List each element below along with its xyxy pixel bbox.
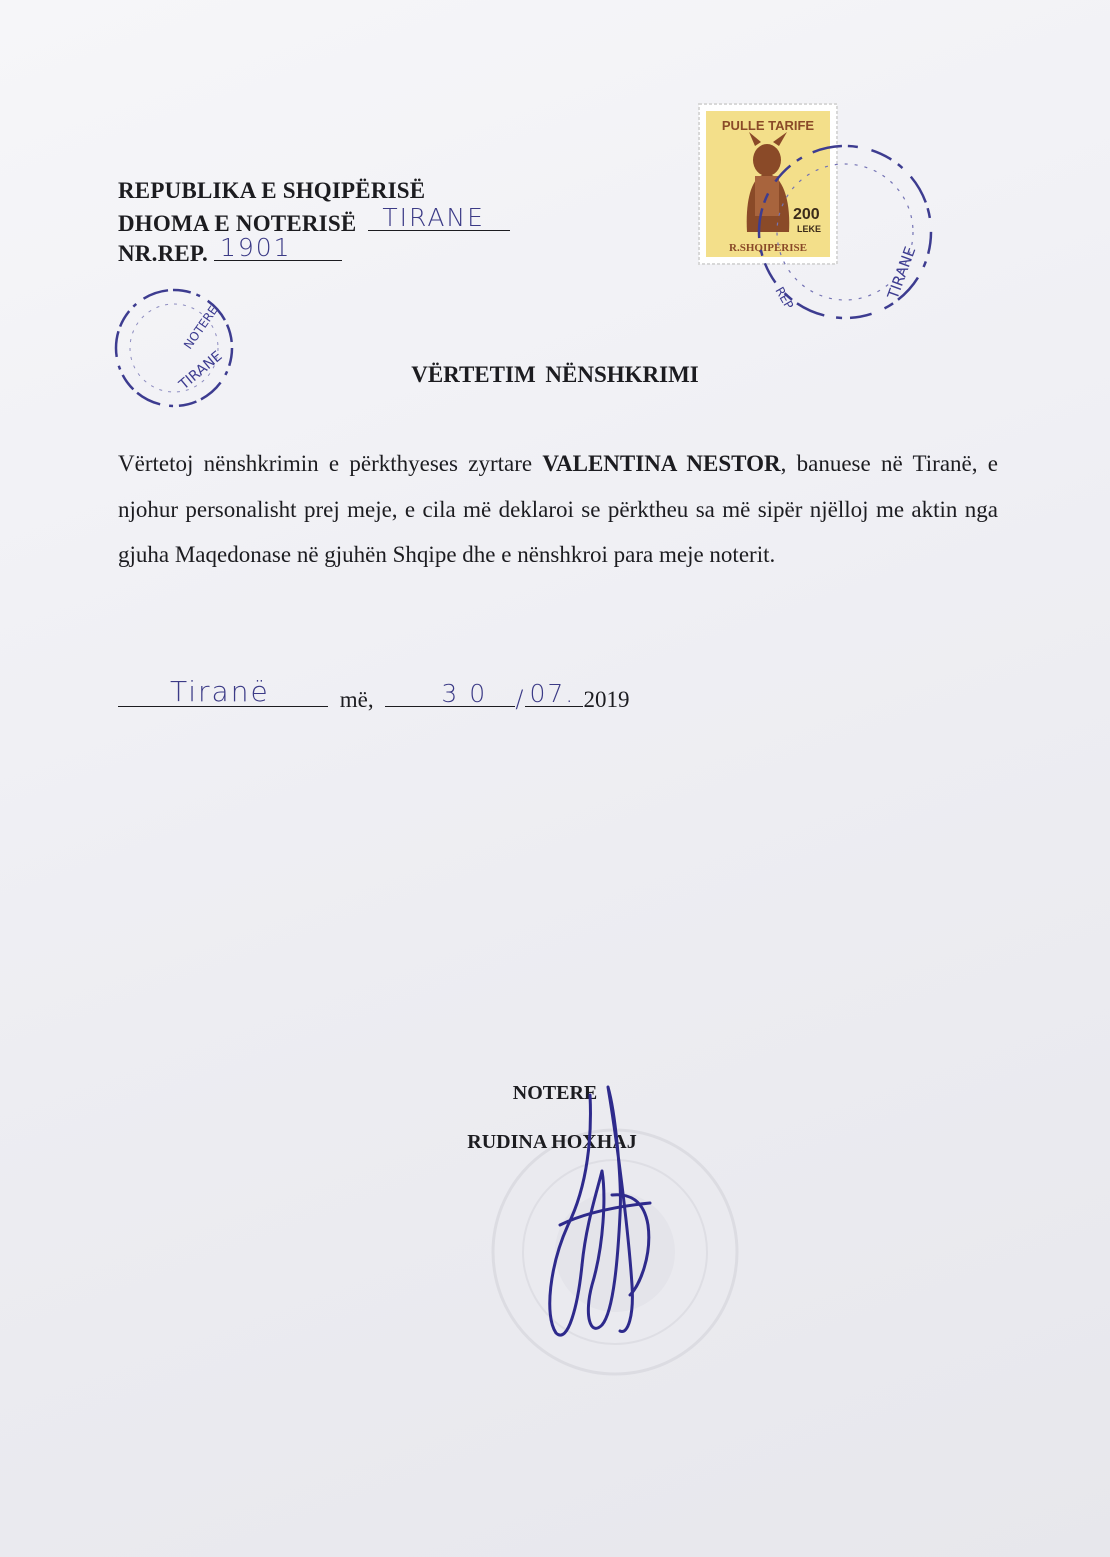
- svg-text:REP: REP: [772, 284, 797, 312]
- document-title: VËRTETIM NËNSHKRIMI: [411, 362, 699, 387]
- paragraph-intro: Vërtetoj nënshkrimin e përkthyeses zyrtare: [118, 451, 543, 476]
- rep-label: NR.REP.: [118, 241, 209, 266]
- stamp-value: 200: [793, 206, 820, 223]
- stamp-title: PULLE TARIFE: [721, 118, 815, 133]
- notary-signature: [520, 1075, 680, 1355]
- paragraph-rest: , banuese në Tiranë, e njohur personalisht prej meje, e cila më deklaroi se përktheu sa më sipër njëlloj me aktin nga gjuha Maqedonase në gjuhën Shqipe dhe e nënshkroi para meje noterit.: [118, 451, 998, 567]
- stamp-unit: LEKE: [797, 224, 822, 234]
- place-blank: [118, 675, 328, 708]
- notary-name: RUDINA HOXHAJ: [467, 1131, 637, 1153]
- svg-text:TIRANE: TIRANE: [883, 244, 920, 302]
- header-republic: REPUBLIKA E SHQIPËRISË: [118, 178, 426, 203]
- day-handwritten: 30: [441, 679, 498, 708]
- place-handwritten: Tiranë: [170, 675, 270, 708]
- translator-name: VALENTINA NESTOR: [542, 451, 781, 476]
- date-connector: më,: [339, 687, 374, 712]
- stamp-country: R.SHQIPERISE: [729, 242, 807, 254]
- notary-ink-seal-left: [112, 278, 252, 418]
- chamber-handwritten: TIRANE: [382, 203, 485, 232]
- day-blank: [385, 679, 515, 708]
- notary-role: NOTERE: [512, 1082, 598, 1104]
- chamber-blank: [368, 203, 510, 232]
- header-chamber-label: DHOMA E NOTERISË: [118, 211, 357, 236]
- place-date-line: [118, 675, 630, 713]
- year: 2019: [583, 687, 630, 712]
- month-blank: [525, 679, 583, 708]
- certification-paragraph: [118, 441, 998, 578]
- rep-handwritten: 1901: [219, 233, 292, 262]
- svg-text:NOTERE: NOTERE: [180, 303, 221, 352]
- header-chamber: [118, 203, 510, 237]
- month-handwritten: 07.: [529, 679, 576, 708]
- rep-blank: [214, 233, 342, 262]
- date-slash: /: [515, 685, 526, 713]
- cancellation-ink-seal: [735, 140, 935, 335]
- header-rep-number: [118, 233, 342, 267]
- svg-text:TIRANE: TIRANE: [176, 348, 226, 394]
